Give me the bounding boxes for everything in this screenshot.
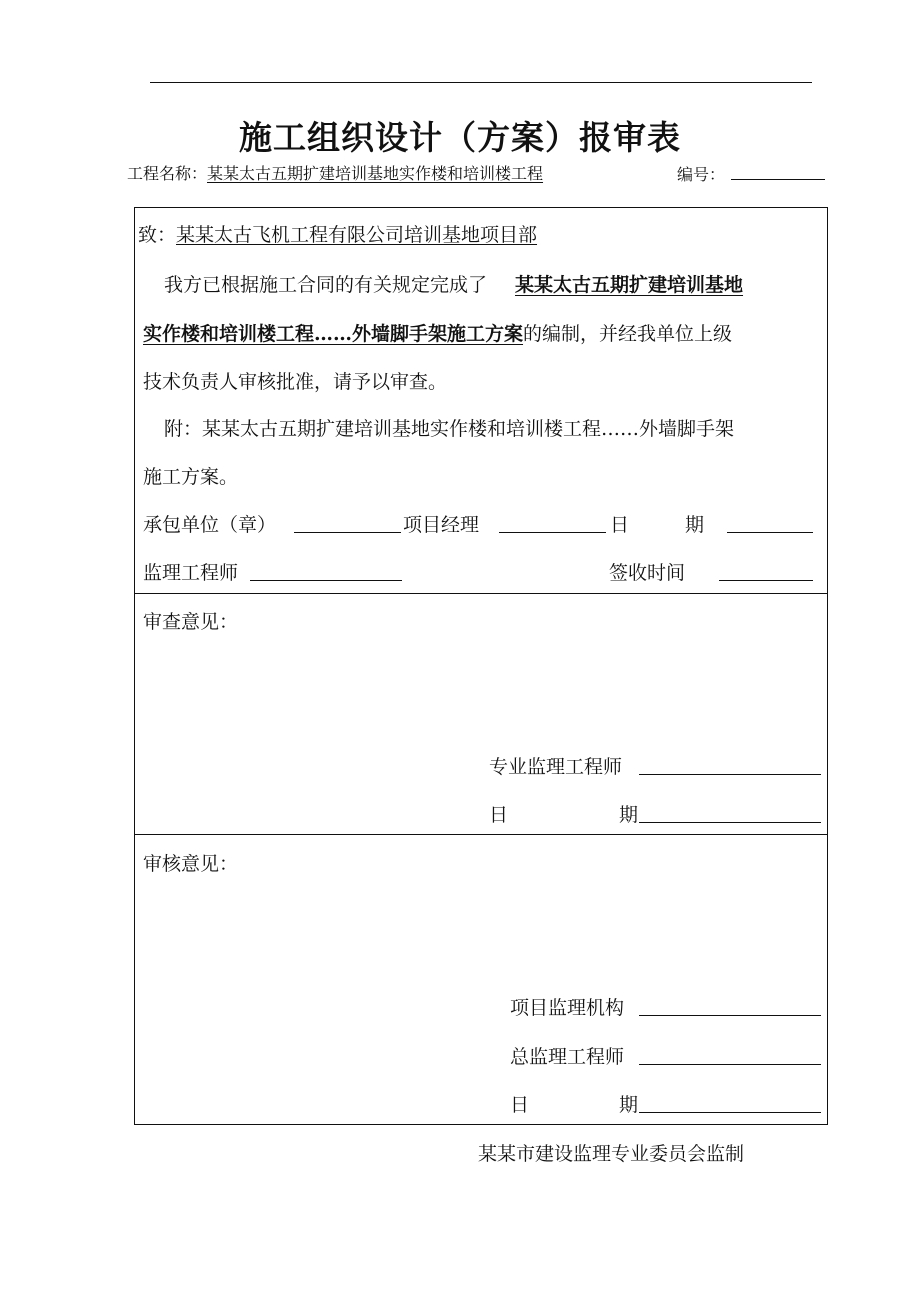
para-line-3: 技术负责人审核批准，请予以审查。 xyxy=(143,371,448,393)
date-label-2b: 期 xyxy=(619,804,639,826)
attach-line-2: 施工方案。 xyxy=(143,466,239,488)
specialist-engineer-blank xyxy=(639,754,821,775)
attach-line-1: 附：某某太古五期扩建培训基地实作楼和培训楼工程……外墙脚手架 xyxy=(164,418,735,440)
supervision-org-blank xyxy=(639,995,821,1016)
number-label: 编号： xyxy=(677,165,726,184)
receipt-blank xyxy=(719,560,813,581)
para-bold-2: 实作楼和培训楼工程……外墙脚手架施工方案 xyxy=(143,323,524,345)
pm-label: 项目经理 xyxy=(403,514,480,536)
supervision-org-label: 项目监理机构 xyxy=(510,997,625,1019)
footer-issuer: 某某市建设监理专业委员会监制 xyxy=(478,1143,745,1165)
page-title: 施工组织设计（方案）报审表 xyxy=(239,118,681,157)
project-label: 工程名称： xyxy=(127,164,208,183)
receipt-label: 签收时间 xyxy=(609,562,686,584)
para-line-1 xyxy=(164,270,743,297)
divider-2 xyxy=(134,834,828,835)
to-value: 某某太古飞机工程有限公司培训基地项目部 xyxy=(176,224,538,246)
chief-engineer-blank xyxy=(639,1044,821,1065)
date-blank-1 xyxy=(727,512,813,533)
project-name: 某某太古五期扩建培训基地实作楼和培训楼工程 xyxy=(207,164,544,183)
date-label-2a: 日 xyxy=(489,804,509,826)
to-label: 致： xyxy=(138,224,177,246)
date-label-3b: 期 xyxy=(619,1094,639,1116)
chief-engineer-label: 总监理工程师 xyxy=(510,1046,625,1068)
top-rule xyxy=(150,82,812,83)
project-name-row xyxy=(127,161,543,184)
date-blank-2 xyxy=(639,802,821,823)
contractor-label: 承包单位（章） xyxy=(143,514,277,536)
para-after-bold: 的编制，并经我单位上级 xyxy=(523,323,733,345)
supervisor-blank xyxy=(250,560,402,581)
para-bold-1: 某某太古五期扩建培训基地 xyxy=(515,274,744,296)
para-intro: 我方已根据施工合同的有关规定完成了 xyxy=(164,274,488,296)
audit-heading: 审核意见： xyxy=(143,853,239,875)
date-label-1b: 期 xyxy=(685,514,705,536)
pm-blank xyxy=(499,512,606,533)
para-line-2 xyxy=(143,319,732,346)
to-row xyxy=(138,220,537,247)
supervisor-label: 监理工程师 xyxy=(143,562,239,584)
review-heading: 审查意见： xyxy=(143,611,239,633)
date-label-3a: 日 xyxy=(510,1094,530,1116)
contractor-blank xyxy=(294,512,401,533)
date-label-1a: 日 xyxy=(610,514,630,536)
divider-1 xyxy=(134,593,828,594)
specialist-engineer-label: 专业监理工程师 xyxy=(489,756,623,778)
number-row xyxy=(677,161,825,185)
number-blank xyxy=(731,161,825,180)
date-blank-3 xyxy=(639,1092,821,1113)
